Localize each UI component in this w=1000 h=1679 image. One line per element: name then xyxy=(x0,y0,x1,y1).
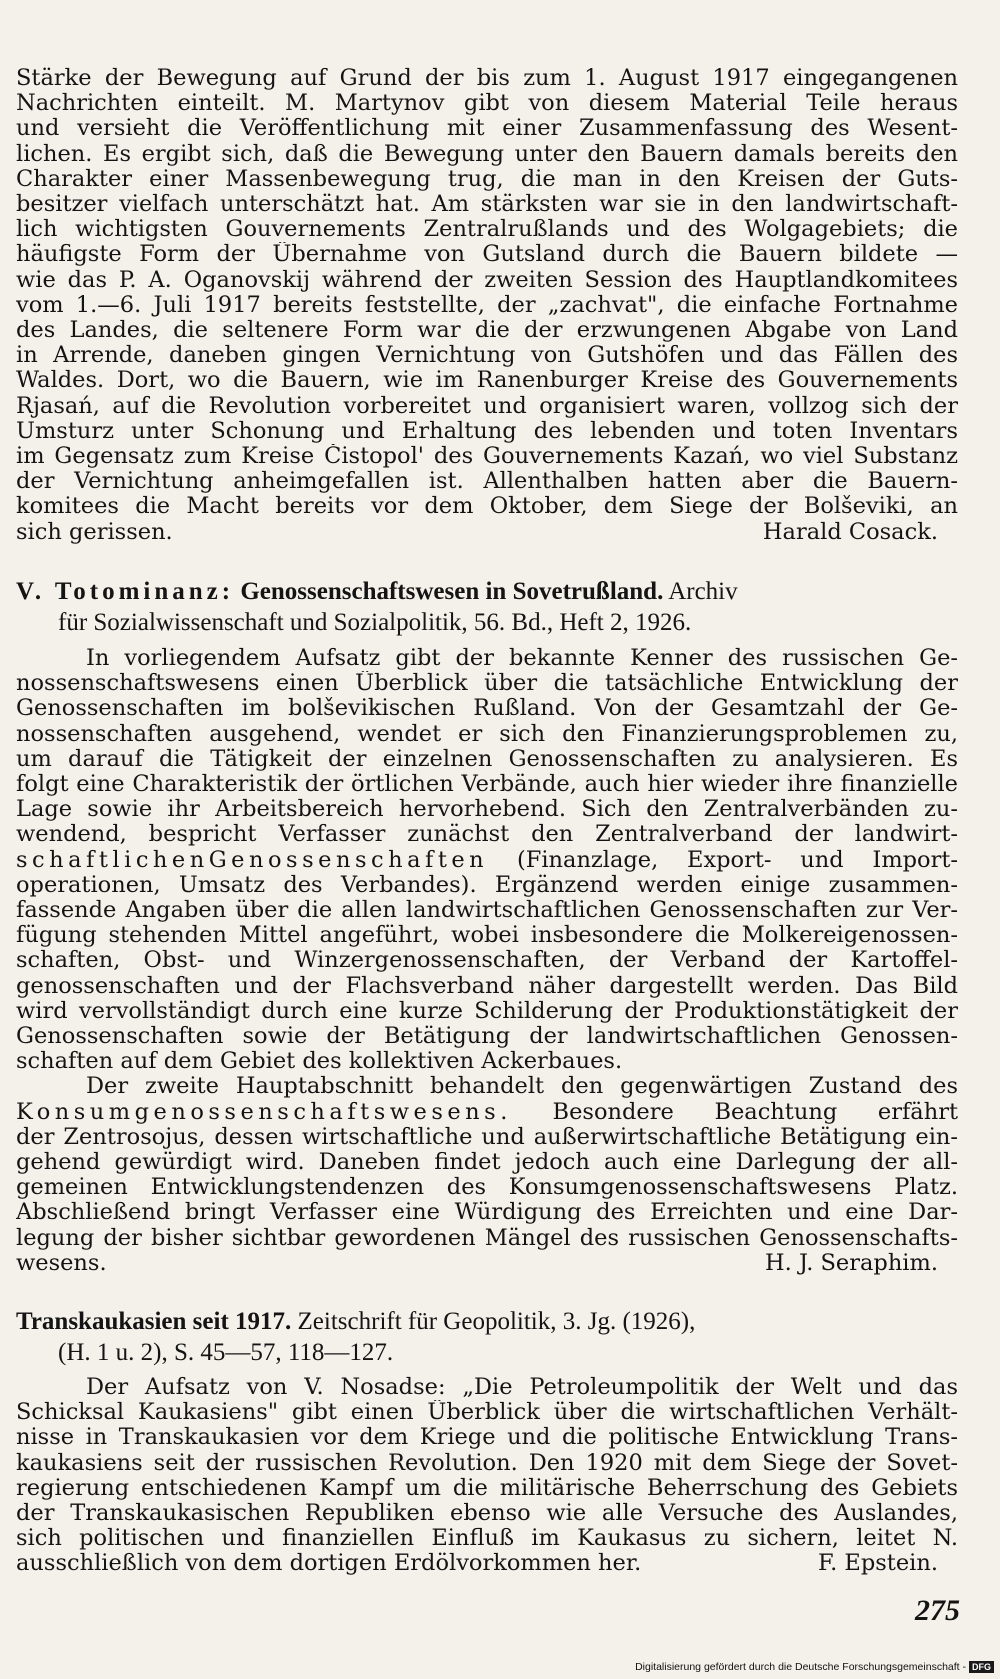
heading-source: Zeitschrift für Geopolitik, 3. Jg. (1926), xyxy=(297,1308,696,1335)
text-line: Waldes. Dort, wo die Bauern, wie im Ranenburger Kreise des Gouvernements xyxy=(16,368,958,394)
heading-line xyxy=(16,576,958,607)
emphasized-term: Konsumgenossenschaftswesens. xyxy=(16,1099,512,1125)
text-line: Der zweite Hauptabschnitt behandelt den gegenwärtigen Zustand des xyxy=(86,1074,958,1100)
heading-title: Genossenschaftswesen in Sovetrußland. xyxy=(240,578,664,605)
text-line: legung der bisher sichtbar gewordenen Mängel des russischen Genossenschafts- xyxy=(16,1225,958,1251)
text-line: kaukasiens seit der russischen Revolution. Den 1920 mit dem Siege der Sovet- xyxy=(16,1450,958,1476)
text-line: operationen, Umsatz des Verbandes). Ergänzend werden einige zusammen- xyxy=(16,872,958,898)
text-line: Schicksal Kaukasiens" gibt einen Überblick über die wirtschaftlichen Verhält- xyxy=(16,1400,958,1426)
heading-line xyxy=(16,1306,958,1337)
digitization-footer xyxy=(635,1661,994,1673)
text-line: der Vernichtung anheimgefallen ist. Allenthalben hatten aber die Bauern- xyxy=(16,469,958,495)
text-line: Genossenschaften im bolševikischen Rußland. Von der Gesamtzahl der Ge- xyxy=(16,696,958,722)
heading-title: Transkaukasien seit 1917. xyxy=(16,1308,292,1335)
emphasized-term: schaftlichenGenossenschaften xyxy=(16,847,489,873)
text-line: schaften, Obst- und Winzergenossenschaften, der Verband der Kartoffel- xyxy=(16,948,958,974)
text-line: des Landes, die seltenere Form war die der erzwungenen Abgabe von Land xyxy=(16,318,958,344)
text-line: nossenschaftswesens einen Überblick über die tatsächliche Entwicklung der xyxy=(16,671,958,697)
text-line: wendend, bespricht Verfasser zunächst den Zentralverband der landwirt- xyxy=(16,822,958,848)
review-totominanz-heading xyxy=(16,576,958,638)
review-totominanz-body xyxy=(16,646,958,1276)
text-line: regierung entschiedenen Kampf um die militärische Beherrschung des Gebiets xyxy=(16,1475,958,1501)
text-line xyxy=(16,848,958,873)
text-line: wesens. xyxy=(16,1249,107,1276)
text-line: schaften auf dem Gebiet des kollektiven Ackerbaues. xyxy=(16,1049,623,1075)
reviewer-signature: F. Epstein. xyxy=(818,1550,938,1577)
heading-source-line: für Sozialwissenschaft und Sozialpolitik, 56. Bd., Heft 2, 1926. xyxy=(58,609,692,636)
text-line: gemeinen Entwicklungstendenzen des Konsumgenossenschaftswesens Platz. xyxy=(16,1175,958,1201)
text-line: der Zentrosojus, dessen wirtschaftliche und außerwirtschaftliche Betätigung ein- xyxy=(16,1124,958,1150)
text-line: der Transkaukasischen Republiken ebenso wie alle Versuche des Auslandes, xyxy=(16,1501,958,1527)
text-line: wie das P. A. Oganovskij während der zweiten Session des Hauptlandkomitees xyxy=(16,267,958,293)
text-line: nisse in Transkaukasien vor dem Kriege und die politische Entwicklung Trans- xyxy=(16,1425,958,1451)
text-line: Rjasań, auf die Revolution vorbereitet und organisiert waren, vollzog sich der xyxy=(16,393,958,419)
text-line: ausschließlich von dem dortigen Erdölvorkommen her. xyxy=(16,1550,642,1577)
text-line: in Arrende, daneben gingen Vernichtung von Gutshöfen und das Fällen des xyxy=(16,343,958,369)
text-line: Abschließend bringt Verfasser eine Würdigung des Erreichten und eine Dar- xyxy=(16,1200,958,1226)
review-cosack xyxy=(16,66,958,545)
text-line xyxy=(16,1100,958,1125)
text-line: In vorliegendem Aufsatz gibt der bekannte Kenner des russischen Ge- xyxy=(86,646,958,671)
text-line: Umsturz unter Schonung und Erhaltung des lebenden und toten Inventars xyxy=(16,418,958,444)
text-line: besitzer vielfach unterschätzt hat. Am stärksten war sie in den landwirtschaft- xyxy=(16,192,958,218)
footer-text: Digitalisierung gefördert durch die Deutsche Forschungsgemeinschaft - xyxy=(635,1661,966,1673)
text-line: im Gegensatz zum Kreise Čistopol' des Gouvernements Kazań, wo viel Substanz xyxy=(16,444,958,470)
text-line: und versieht die Veröffentlichung mit einer Zusammenfassung des Wesent- xyxy=(16,116,958,142)
text-fragment: (Finanzlage, Export- und Import- xyxy=(516,847,958,873)
page-number: 275 xyxy=(915,1594,960,1627)
heading-source-line: (H. 1 u. 2), S. 45—57, 118—127. xyxy=(58,1339,394,1366)
closing-line xyxy=(16,1551,958,1576)
text-line: gehend gewürdigt wird. Daneben findet jedoch auch eine Darlegung der all- xyxy=(16,1150,958,1176)
review-transkaukasien-heading xyxy=(16,1306,958,1368)
text-line: Stärke der Bewegung auf Grund der bis zum 1. August 1917 eingegangenen xyxy=(16,66,958,91)
text-line: genossenschaften und der Flachsverband näher dargestellt werden. Das Bild xyxy=(16,973,958,999)
heading-author: V. Totominanz: xyxy=(16,578,235,605)
text-line: lich wichtigsten Gouvernements Zentralrußlands und des Wolgagebiets; die xyxy=(16,217,958,243)
text-line: Nachrichten einteilt. M. Martynov gibt von diesem Material Teile heraus xyxy=(16,91,958,117)
text-line: fassende Angaben über die allen landwirtschaftlichen Genossenschaften zur Ver- xyxy=(16,898,958,924)
text-line: Charakter einer Massenbewegung trug, die man in den Kreisen der Guts- xyxy=(16,166,958,192)
closing-line xyxy=(16,1251,958,1276)
text-line: Lage sowie ihr Arbeitsbereich hervorhebend. Sich den Zentralverbänden zu- xyxy=(16,797,958,823)
text-line: vom 1.—6. Juli 1917 bereits feststellte, der „zachvat", die einfache Fortnahme xyxy=(16,292,958,318)
text-line: häufigste Form der Übernahme von Gutsland durch die Bauern bildete — xyxy=(16,242,958,268)
review-transkaukasien-body xyxy=(16,1375,958,1577)
text-line: um darauf die Tätigkeit der einzelnen Genossenschaften zu analysieren. Es xyxy=(16,746,958,772)
text-line: lichen. Es ergibt sich, daß die Bewegung unter den Bauern damals bereits den xyxy=(16,141,958,167)
text-line: Der Aufsatz von V. Nosadse: „Die Petroleumpolitik der Welt und das xyxy=(86,1375,958,1400)
text-line: fügung stehenden Mittel angeführt, wobei insbesondere die Molkereigenossen- xyxy=(16,923,958,949)
reviewer-signature: Harald Cosack. xyxy=(762,518,938,545)
text-line: nossenschaften ausgehend, wendet er sich den Finanzierungsproblemen zu, xyxy=(16,721,958,747)
text-line: sich politischen und finanziellen Einfluß im Kaukasus zu sichern, leitet N. xyxy=(16,1526,958,1552)
reviewer-signature: H. J. Seraphim. xyxy=(765,1249,938,1276)
closing-line xyxy=(16,520,958,545)
text-line: wird vervollständigt durch eine kurze Schilderung der Produktionstätigkeit der xyxy=(16,998,958,1024)
text-line: sich gerissen. xyxy=(16,518,173,545)
text-line: folgt eine Charakteristik der örtlichen Verbände, auch hier wieder ihre finanzielle xyxy=(16,772,958,798)
text-line: komitees die Macht bereits vor dem Oktober, dem Siege der Bolševiki, an xyxy=(16,494,958,520)
text-line: Genossenschaften sowie der Betätigung der landwirtschaftlichen Genossen- xyxy=(16,1024,958,1050)
heading-source: Archiv xyxy=(668,578,738,605)
text-fragment: Besondere Beachtung erfährt xyxy=(552,1099,958,1125)
dfg-logo: DFG xyxy=(969,1661,994,1673)
